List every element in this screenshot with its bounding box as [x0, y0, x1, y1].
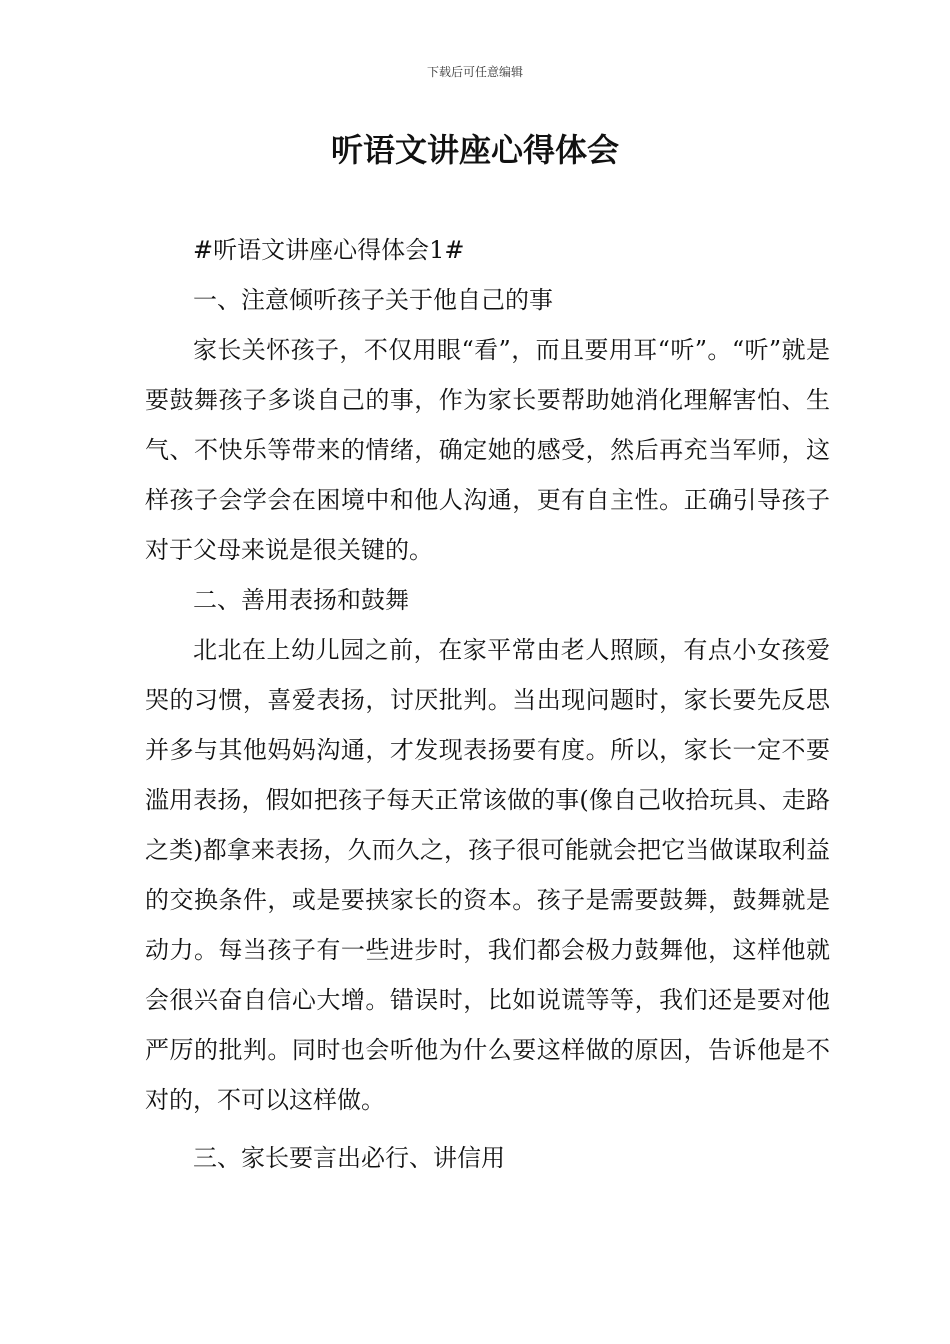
paragraph-2: 北北在上幼儿园之前，在家平常由老人照顾，有点小女孩爱哭的习惯，喜爱表扬，讨厌批判。当出现问题时，家长要先反思并多与其他妈妈沟通，才发现表扬要有度。所以，家长一定不要滥用表扬，假如把孩子每天正常该做的事(像自己收拾玩具、走路之类)都拿来表扬，久而久之，孩子很可能就会把它当做谋取利益的交换条件，或是要挟家长的资本。孩子是需要鼓舞，鼓舞就是动力。每当孩子有一些进步时，我们都会极力鼓舞他，这样他就会很兴奋自信心大增。错误时，比如说谎等等，我们还是要对他严厉的批判。同时也会听他为什么要这样做的原因，告诉他是不对的，不可以这样做。 [145, 636, 830, 1114]
section-marker: #听语文讲座心得体会1# [193, 236, 465, 264]
header-note: 下载后可任意编辑 [426, 65, 523, 79]
section-heading-2: 二、善用表扬和鼓舞 [193, 586, 409, 614]
paragraph-1: 家长关怀孩子，不仅用眼“看”，而且要用耳“听”。“听”就是要鼓舞孩子多谈自己的事，作为家长要帮助她消化理解害怕、生气、不快乐等带来的情绪，确定她的感受，然后再充当军师，这样孩子会学会在困境中和他人沟通，更有自主性。正确引导孩子对于父母来说是很关键的。 [145, 336, 830, 564]
document-body [145, 225, 830, 1183]
document-title: 听语文讲座心得体会 [330, 131, 619, 169]
section-heading-3: 三、家长要言出必行、讲信用 [193, 1144, 505, 1172]
section-heading-1: 一、注意倾听孩子关于他自己的事 [193, 286, 553, 314]
